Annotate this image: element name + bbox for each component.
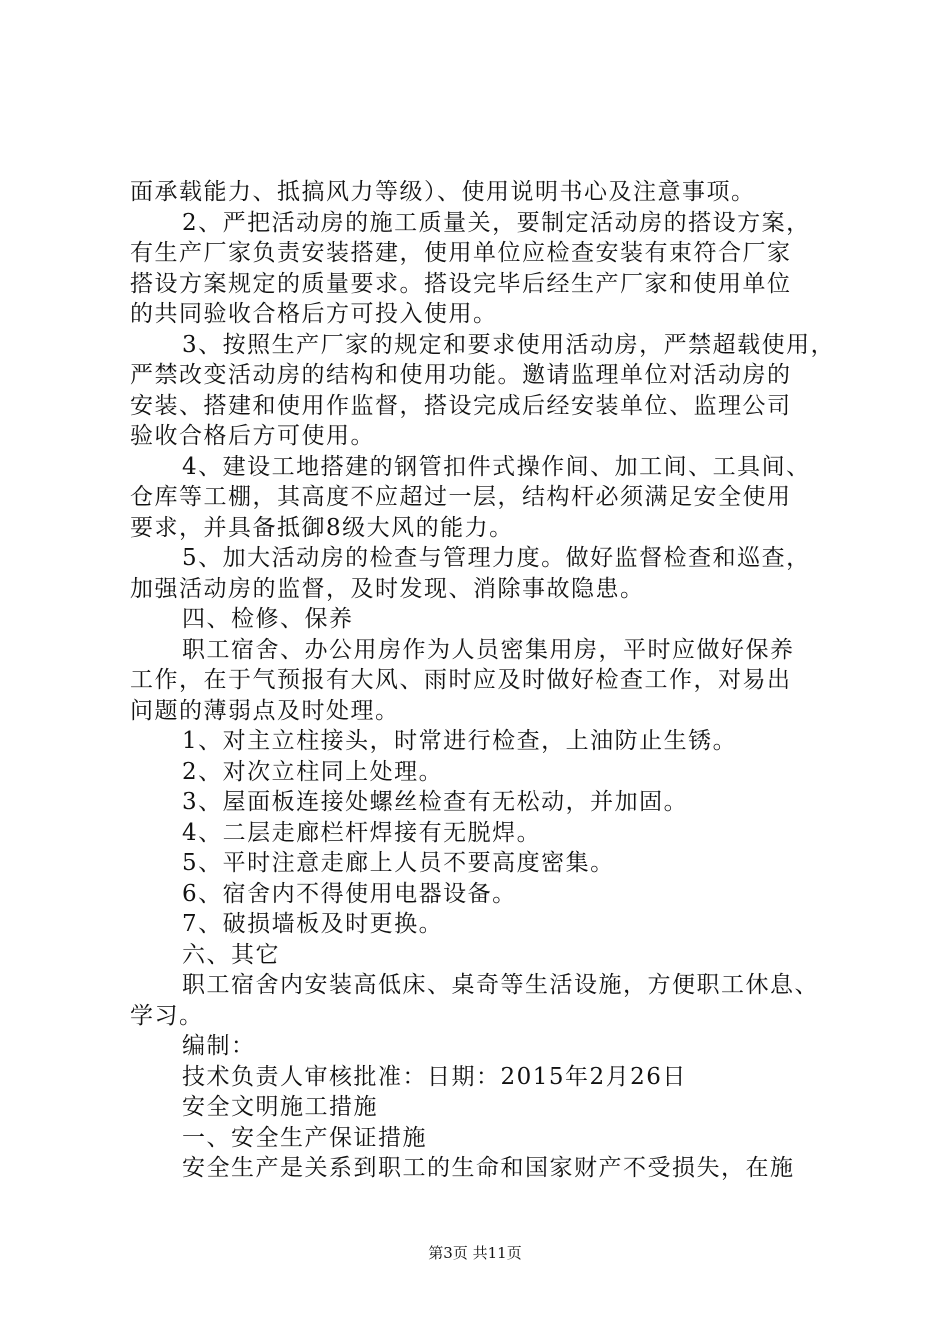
text-line: 5、加大活动房的检查与管理力度。做好监督检查和巡查， <box>182 545 811 571</box>
text-line: 4、建设工地搭建的钢管扣件式操作间、加工间、工具间、 <box>182 453 811 480</box>
text-line: 职工宿舍、办公用房作为人员密集用房，平时应做好保养 <box>182 636 795 663</box>
list-item: 2、对次立柱同上处理。 <box>182 758 444 785</box>
section-heading: 安全文明施工措施 <box>182 1094 378 1120</box>
page-footer: 第3页 共11页 <box>428 1244 522 1262</box>
text-line: 搭设方案规定的质量要求。搭设完毕后经生产厂家和使用单位 <box>130 270 792 297</box>
text-line: 要求，并具备抵御8级大风的能力。 <box>130 514 514 541</box>
text-line: 工作，在于气预报有大风、雨时应及时做好检查工作，对易出 <box>130 667 792 693</box>
list-item: 1、对主立柱接头，时常进行检查，上油防止生锈。 <box>182 728 738 754</box>
section-heading: 四、检修、保养 <box>182 606 354 632</box>
text-line: 安全生产是关系到职工的生命和国家财产不受损失，在施 <box>182 1155 795 1181</box>
text-line: 2、严把活动房的施工质量关，要制定活动房的搭设方案， <box>182 209 811 236</box>
text-line: 职工宿舍内安装高低床、桌奇等生活设施，方便职工休息、 <box>182 972 819 998</box>
list-item: 6、宿舍内不得使用电器设备。 <box>182 880 517 907</box>
text-line: 问题的薄弱点及时处理。 <box>130 697 400 724</box>
text-line: 有生产厂家负责安装搭建，使用单位应检查安装有束符合厂家 <box>130 240 792 266</box>
list-item: 4、二层走廊栏杆焊接有无脱焊。 <box>182 819 542 846</box>
text-line: 3、按照生产厂家的规定和要求使用活动房，严禁超载使用， <box>182 331 836 358</box>
text-line: 仓库等工棚，其高度不应超过一层，结构杆必须满足安全使用 <box>130 484 792 510</box>
text-line: 验收合格后方可使用。 <box>130 423 375 449</box>
text-line: 严禁改变活动房的结构和使用功能。邀请监理单位对活动房的 <box>130 362 792 388</box>
list-item: 7、破损墙板及时更换。 <box>182 911 444 937</box>
text-line: 加强活动房的监督，及时发现、消除事故隐患。 <box>130 575 645 602</box>
text-line: 的共同验收合格后方可投入使用。 <box>130 301 498 327</box>
text-line: 面承载能力、抵搞风力等级）、使用说明书心及注意事项。 <box>130 179 756 205</box>
list-item: 5、平时注意走廊上人员不要高度密集。 <box>182 850 615 876</box>
text-line: 安装、搭建和使用作监督，搭设完成后经安装单位、监理公司 <box>130 392 792 419</box>
text-line: 学习。 <box>130 1002 204 1029</box>
section-heading: 六、其它 <box>182 941 280 968</box>
list-item: 3、屋面板连接处螺丝检查有无松动，并加固。 <box>182 789 689 815</box>
text-line: 技术负责人审核批准：日期：2015年2月26日 <box>182 1063 687 1090</box>
section-heading: 一、安全生产保证措施 <box>182 1124 427 1151</box>
text-line: 编制： <box>182 1033 256 1059</box>
